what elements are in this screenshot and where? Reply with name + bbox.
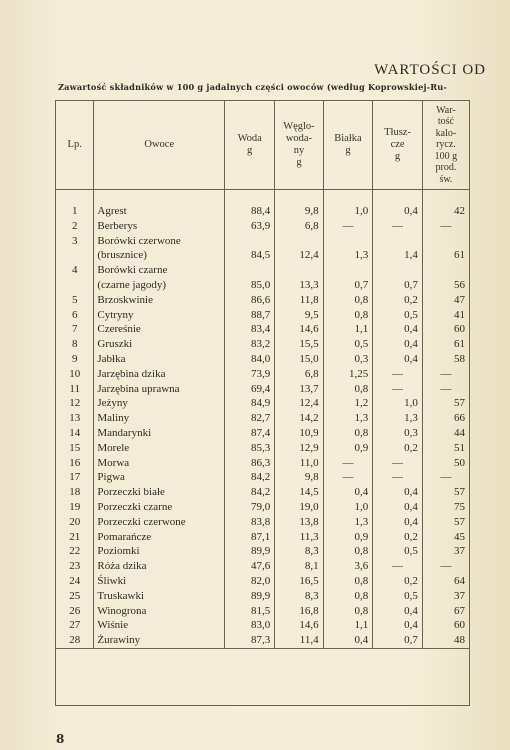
cell-water: 83,4 [225, 322, 275, 337]
cell-fruit-name: Borówki czerwone [94, 234, 225, 249]
cell-carbs: 11,3 [275, 530, 323, 545]
cell-water: 89,9 [225, 589, 275, 604]
cell-protein: 0,8 [323, 426, 373, 441]
cell-carbs: 13,8 [275, 515, 323, 530]
table-body [56, 190, 469, 649]
cell-protein: 0,3 [323, 352, 373, 367]
table-row [56, 411, 469, 426]
cell-water: 85,3 [225, 441, 275, 456]
cell-protein: 1,3 [323, 411, 373, 426]
table-row [56, 604, 469, 619]
cell-fat: 0,4 [373, 337, 423, 352]
cell-fat: 0,7 [373, 633, 423, 648]
col-header-fat: Tłusz- cze g [373, 101, 423, 190]
cell-fruit-name: Truskawki [94, 589, 225, 604]
cell-water: 87,1 [225, 530, 275, 545]
col-header-lp: Lp. [56, 101, 94, 190]
cell-lp: 23 [56, 559, 94, 574]
cell-lp: 11 [56, 382, 94, 397]
cell-protein: 1,0 [323, 500, 373, 515]
table-row [56, 190, 469, 219]
cell-lp: 21 [56, 530, 94, 545]
cell-protein: 0,4 [323, 485, 373, 500]
cell-lp: 22 [56, 544, 94, 559]
cell-protein [323, 234, 373, 249]
cell-protein: 0,9 [323, 441, 373, 456]
cell-carbs: 15,5 [275, 337, 323, 352]
cell-water: 81,5 [225, 604, 275, 619]
cell-energy: 67 [454, 604, 465, 617]
cell-energy: 37 [454, 589, 465, 602]
cell-energy: 44 [454, 426, 465, 439]
cell-lp: 7 [56, 322, 94, 337]
table-header-row [56, 101, 469, 190]
cell-water [225, 263, 275, 278]
cell-carbs: 19,0 [275, 500, 323, 515]
table-row [56, 559, 469, 574]
table-row [56, 426, 469, 441]
cell-fat: 0,2 [373, 530, 423, 545]
cell-protein: 3,6 [323, 559, 373, 574]
cell-carbs: 14,6 [275, 322, 323, 337]
cell-fat [373, 263, 423, 278]
cell-carbs: 6,8 [275, 219, 323, 234]
cell-carbs: 9,8 [275, 190, 323, 219]
cell-protein: 0,8 [323, 604, 373, 619]
cell-fat: 0,5 [373, 308, 423, 323]
cell-fruit-name: Agrest [94, 190, 225, 219]
cell-fat: 0,4 [373, 485, 423, 500]
cell-water: 73,9 [225, 367, 275, 382]
cell-carbs: 16,5 [275, 574, 323, 589]
cell-fruit-name: Śliwki [94, 574, 225, 589]
table-row [56, 278, 469, 293]
cell-protein: 0,8 [323, 544, 373, 559]
cell-lp: 26 [56, 604, 94, 619]
cell-carbs: 9,5 [275, 308, 323, 323]
cell-fat: — [373, 367, 423, 382]
cell-carbs: 9,8 [275, 470, 323, 485]
cell-fruit-name: Morwa [94, 456, 225, 471]
cell-protein: 1,1 [323, 618, 373, 633]
table-row [56, 589, 469, 604]
table-row [56, 515, 469, 530]
table-row [56, 219, 469, 234]
cell-lp: 19 [56, 500, 94, 515]
cell-protein: 0,7 [323, 278, 373, 293]
page-number: 8 [56, 732, 65, 746]
cell-water: 87,4 [225, 426, 275, 441]
cell-protein: 1,25 [323, 367, 373, 382]
cell-carbs: 10,9 [275, 426, 323, 441]
footer-cell [94, 648, 225, 739]
cell-energy: 66 [454, 412, 465, 425]
table-row [56, 574, 469, 589]
cell-lp: 15 [56, 441, 94, 456]
page-header-title: WARTOŚCI OD [374, 62, 486, 78]
cell-fat: 0,4 [373, 500, 423, 515]
cell-carbs: 12,4 [275, 248, 323, 263]
cell-energy: 57 [454, 515, 465, 528]
table-row [56, 293, 469, 308]
cell-lp: 5 [56, 293, 94, 308]
cell-energy: 57 [454, 486, 465, 499]
cell-energy: — [440, 219, 452, 232]
cell-fruit-name: Żurawiny [94, 633, 225, 648]
cell-lp [56, 248, 94, 263]
cell-fruit-name: Pigwa [94, 470, 225, 485]
table-row [56, 544, 469, 559]
cell-fruit-name: Morele [94, 441, 225, 456]
cell-energy: 75 [454, 500, 465, 513]
cell-carbs: 8,1 [275, 559, 323, 574]
table-row [56, 248, 469, 263]
cell-lp: 4 [56, 263, 94, 278]
cell-fat: 0,4 [373, 352, 423, 367]
footer-cell [422, 648, 469, 739]
table-row [56, 633, 469, 648]
cell-fruit-name: Mandarynki [94, 426, 225, 441]
cell-lp: 6 [56, 308, 94, 323]
cell-energy: 42 [454, 205, 465, 217]
cell-water: 84,2 [225, 485, 275, 500]
table-row [56, 530, 469, 545]
cell-fat: 0,4 [373, 190, 423, 219]
cell-water: 86,6 [225, 293, 275, 308]
cell-lp: 24 [56, 574, 94, 589]
table-row [56, 337, 469, 352]
footer-cell [56, 648, 94, 739]
cell-water: 88,7 [225, 308, 275, 323]
cell-fruit-name: Porzeczki białe [94, 485, 225, 500]
table-row [56, 470, 469, 485]
cell-fruit-name: Jarzębina dzika [94, 367, 225, 382]
cell-energy: 61 [454, 338, 465, 351]
cell-lp: 14 [56, 426, 94, 441]
cell-energy: 45 [454, 530, 465, 543]
col-header-carbs: Węglo- woda- ny g [275, 101, 323, 190]
cell-lp: 2 [56, 219, 94, 234]
cell-water: 85,0 [225, 278, 275, 293]
cell-carbs: 8,3 [275, 589, 323, 604]
cell-protein: 0,8 [323, 308, 373, 323]
table-row [56, 367, 469, 382]
cell-fat: 0,2 [373, 574, 423, 589]
cell-carbs: 14,5 [275, 485, 323, 500]
cell-protein: 1,1 [323, 322, 373, 337]
cell-energy: 60 [454, 323, 465, 336]
cell-water: 84,0 [225, 352, 275, 367]
cell-carbs: 13,3 [275, 278, 323, 293]
cell-water: 89,9 [225, 544, 275, 559]
table-empty-footer-row [56, 648, 469, 739]
cell-carbs [275, 234, 323, 249]
cell-carbs: 12,9 [275, 441, 323, 456]
cell-fat: 0,4 [373, 515, 423, 530]
cell-water: 87,3 [225, 633, 275, 648]
cell-fruit-name: Jarzębina uprawna [94, 382, 225, 397]
cell-water: 84,2 [225, 470, 275, 485]
cell-protein: 0,8 [323, 589, 373, 604]
cell-fat: 0,4 [373, 604, 423, 619]
cell-fat: — [373, 219, 423, 234]
col-header-water: Woda g [225, 101, 275, 190]
cell-protein: — [323, 470, 373, 485]
cell-carbs: 16,8 [275, 604, 323, 619]
cell-protein: 0,9 [323, 530, 373, 545]
cell-protein: 1,3 [323, 248, 373, 263]
cell-fruit-name: Wiśnie [94, 618, 225, 633]
nutrition-table-frame [55, 100, 470, 706]
cell-fruit-name: Maliny [94, 411, 225, 426]
nutrition-table [56, 101, 469, 739]
cell-water: 82,7 [225, 411, 275, 426]
cell-water: 47,6 [225, 559, 275, 574]
cell-fat: — [373, 470, 423, 485]
cell-fruit-name: Berberys [94, 219, 225, 234]
cell-fat: 1,0 [373, 396, 423, 411]
cell-fruit-name: Porzeczki czarne [94, 500, 225, 515]
cell-lp: 9 [56, 352, 94, 367]
cell-lp: 8 [56, 337, 94, 352]
cell-water: 82,0 [225, 574, 275, 589]
cell-protein: — [323, 219, 373, 234]
cell-fat: 0,4 [373, 322, 423, 337]
cell-protein: 0,5 [323, 337, 373, 352]
cell-lp: 18 [56, 485, 94, 500]
cell-energy: — [440, 560, 452, 573]
table-row [56, 263, 469, 278]
cell-energy [422, 234, 469, 249]
cell-protein: 1,3 [323, 515, 373, 530]
cell-protein: 0,8 [323, 293, 373, 308]
table-caption: Zawartość składników w 100 g jadalnych części owoców (według Koprowskiej-Ru- [58, 82, 448, 92]
cell-fat [373, 234, 423, 249]
cell-fat: 1,4 [373, 248, 423, 263]
cell-fat: 0,2 [373, 293, 423, 308]
cell-water: 86,3 [225, 456, 275, 471]
cell-carbs: 8,3 [275, 544, 323, 559]
cell-fruit-name: Jabłka [94, 352, 225, 367]
cell-energy: 56 [454, 278, 465, 291]
cell-carbs: 13,7 [275, 382, 323, 397]
col-header-energy: War- tość kalo- rycz. 100 g prod. św. [422, 101, 469, 190]
cell-energy: 48 [454, 634, 465, 647]
cell-fat: 0,7 [373, 278, 423, 293]
cell-energy: 60 [454, 619, 465, 632]
footer-cell [275, 648, 323, 739]
cell-protein: 1,0 [323, 190, 373, 219]
cell-carbs [275, 263, 323, 278]
cell-fat: 0,5 [373, 544, 423, 559]
cell-lp: 25 [56, 589, 94, 604]
cell-water: 83,2 [225, 337, 275, 352]
table-row [56, 500, 469, 515]
cell-fruit-name: Brzoskwinie [94, 293, 225, 308]
cell-fruit-name: Winogrona [94, 604, 225, 619]
cell-water: 69,4 [225, 382, 275, 397]
cell-protein: 1,2 [323, 396, 373, 411]
cell-water: 79,0 [225, 500, 275, 515]
cell-water: 63,9 [225, 219, 275, 234]
table-row [56, 382, 469, 397]
cell-carbs: 11,8 [275, 293, 323, 308]
cell-carbs: 14,6 [275, 618, 323, 633]
cell-water: 83,8 [225, 515, 275, 530]
cell-lp: 16 [56, 456, 94, 471]
table-row [56, 308, 469, 323]
cell-carbs: 11,4 [275, 633, 323, 648]
cell-fruit-name: Jeżyny [94, 396, 225, 411]
cell-protein [323, 263, 373, 278]
cell-lp: 17 [56, 470, 94, 485]
cell-lp: 27 [56, 618, 94, 633]
cell-fruit-name: Gruszki [94, 337, 225, 352]
cell-fat: 0,2 [373, 441, 423, 456]
cell-energy: 61 [454, 249, 465, 262]
cell-fruit-name: Cytryny [94, 308, 225, 323]
cell-lp: 3 [56, 234, 94, 249]
cell-energy [422, 263, 469, 278]
cell-fruit-name: Pomarańcze [94, 530, 225, 545]
cell-lp: 1 [56, 190, 94, 219]
cell-protein: 0,8 [323, 574, 373, 589]
table-row [56, 618, 469, 633]
footer-cell [323, 648, 373, 739]
footer-cell [373, 648, 423, 739]
cell-carbs: 6,8 [275, 367, 323, 382]
cell-water: 88,4 [225, 190, 275, 219]
table-row [56, 441, 469, 456]
cell-water: 84,9 [225, 396, 275, 411]
cell-fruit-name: (brusznice) [94, 248, 225, 263]
cell-energy: 50 [454, 456, 465, 469]
cell-fruit-name: Róża dzika [94, 559, 225, 574]
col-header-fruit: Owoce [94, 101, 225, 190]
cell-fruit-name: Borówki czarne [94, 263, 225, 278]
cell-lp: 12 [56, 396, 94, 411]
cell-carbs: 11,0 [275, 456, 323, 471]
cell-fat: — [373, 559, 423, 574]
cell-carbs: 12,4 [275, 396, 323, 411]
cell-lp: 13 [56, 411, 94, 426]
cell-protein: 0,4 [323, 633, 373, 648]
cell-carbs: 15,0 [275, 352, 323, 367]
cell-energy: — [440, 367, 452, 380]
cell-energy: 41 [454, 308, 465, 321]
table-row [56, 485, 469, 500]
table-row [56, 396, 469, 411]
cell-lp [56, 278, 94, 293]
cell-energy: 51 [454, 441, 465, 454]
cell-fat: 0,3 [373, 426, 423, 441]
table-row [56, 456, 469, 471]
cell-carbs: 14,2 [275, 411, 323, 426]
col-header-protein: Białka g [323, 101, 373, 190]
cell-fruit-name: Czereśnie [94, 322, 225, 337]
cell-lp: 28 [56, 633, 94, 648]
cell-fat: — [373, 456, 423, 471]
cell-lp: 20 [56, 515, 94, 530]
table-row [56, 322, 469, 337]
cell-fruit-name: Poziomki [94, 544, 225, 559]
cell-fat: 0,4 [373, 618, 423, 633]
cell-energy: 37 [454, 545, 465, 558]
cell-lp: 10 [56, 367, 94, 382]
cell-water [225, 234, 275, 249]
cell-energy: 58 [454, 352, 465, 365]
cell-fruit-name: (czarne jagody) [94, 278, 225, 293]
cell-energy: 47 [454, 293, 465, 306]
cell-fat: 0,5 [373, 589, 423, 604]
cell-energy: — [440, 382, 452, 395]
cell-water: 84,5 [225, 248, 275, 263]
cell-energy: 64 [454, 574, 465, 587]
footer-cell [225, 648, 275, 739]
table-row [56, 352, 469, 367]
cell-protein: 0,8 [323, 382, 373, 397]
cell-energy: — [440, 471, 452, 484]
cell-water: 83,0 [225, 618, 275, 633]
cell-fat: 1,3 [373, 411, 423, 426]
cell-protein: — [323, 456, 373, 471]
cell-fat: — [373, 382, 423, 397]
cell-energy: 57 [454, 397, 465, 410]
table-row [56, 234, 469, 249]
cell-fruit-name: Porzeczki czerwone [94, 515, 225, 530]
